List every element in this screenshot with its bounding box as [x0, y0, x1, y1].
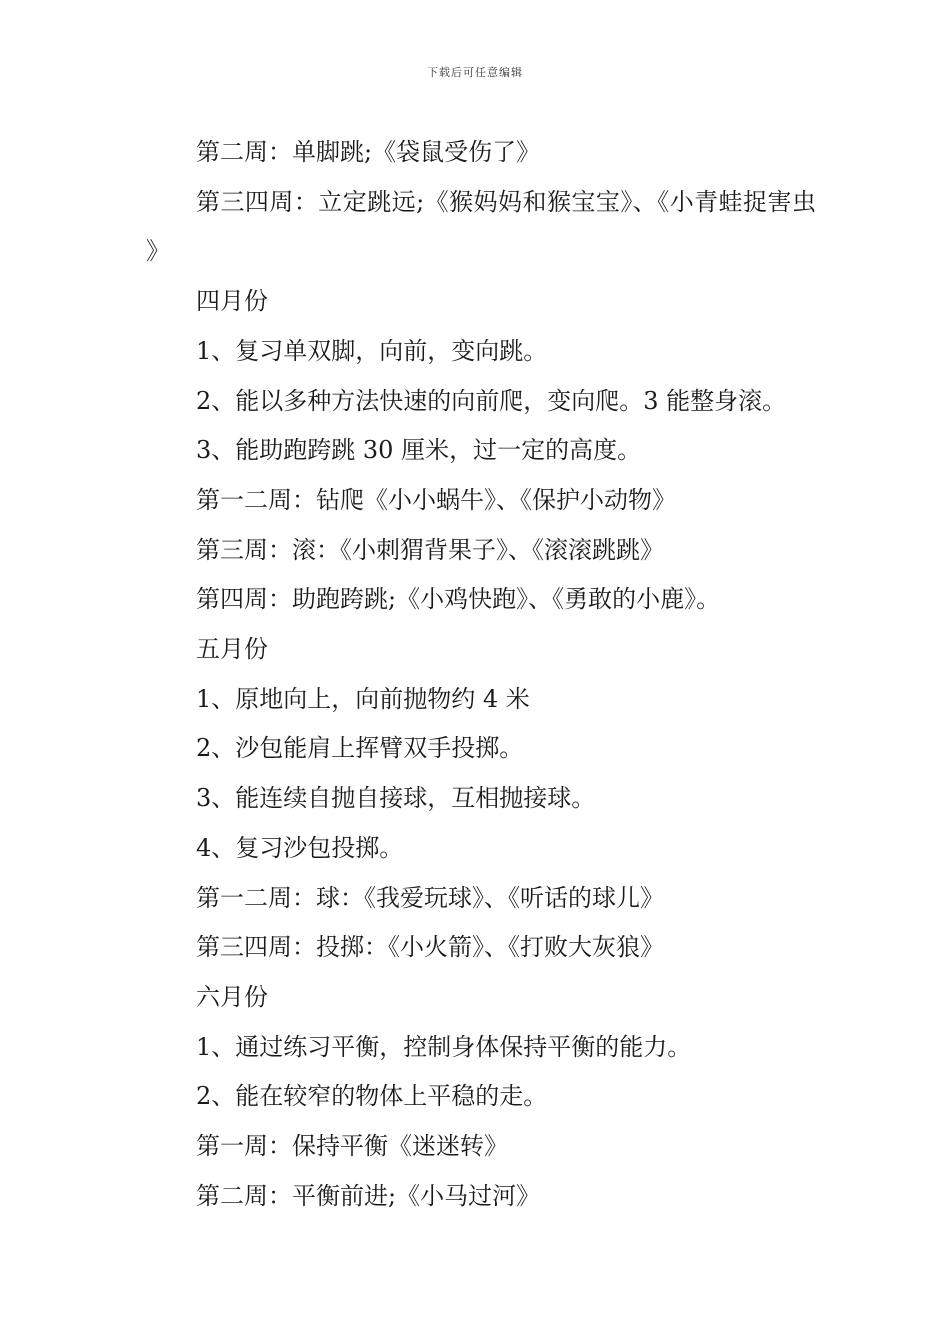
text-line-april-week4: 第四周：助跑跨跳;《小鸡快跑》、《勇敢的小鹿》。 [196, 585, 721, 614]
list-item-april-1: 1、复习单双脚，向前，变向跳。 [196, 336, 548, 365]
list-item-may-3: 3、能连续自抛自接球，互相抛接球。 [196, 784, 596, 813]
document-body [146, 128, 816, 1221]
list-item-may-1: 1、原地向上，向前抛物约 4 米 [196, 684, 530, 713]
text-line-june-week2: 第二周：平衡前进;《小马过河》 [196, 1181, 541, 1210]
list-item-may-4: 4、复习沙包投掷。 [196, 833, 404, 862]
text-line-may-week3-4: 第三四周：投掷：《小火箭》、《打败大灰狼》 [196, 933, 664, 962]
text-line-week3-4-standing-long-jump: 第三四周：立定跳远;《猴妈妈和猴宝宝》、《小青蛙捉害虫 》 [146, 187, 816, 266]
page-header-note: 下载后可任意编辑 [427, 66, 523, 79]
text-line-june-week1: 第一周：保持平衡《迷迷转》 [196, 1132, 508, 1161]
list-item-april-3: 3、能助跑跨跳 30 厘米，过一定的高度。 [196, 436, 642, 465]
text-line-may-week1-2: 第一二周：球：《我爱玩球》、《听话的球儿》 [196, 883, 664, 912]
list-item-june-2: 2、能在较窄的物体上平稳的走。 [196, 1082, 548, 1111]
list-item-june-1: 1、通过练习平衡，控制身体保持平衡的能力。 [196, 1032, 692, 1061]
text-line-april-week1-2: 第一二周：钻爬《小小蜗牛》、《保护小动物》 [196, 485, 676, 514]
section-heading-june: 六月份 [196, 982, 268, 1011]
text-line-april-week3: 第三周：滚：《小刺猬背果子》、《滚滚跳跳》 [196, 535, 664, 564]
list-item-april-2: 2、能以多种方法快速的向前爬，变向爬。3 能整身滚。 [196, 386, 787, 415]
section-heading-may: 五月份 [196, 635, 268, 664]
text-line-week2-single-foot-jump: 第二周：单脚跳;《袋鼠受伤了》 [196, 138, 541, 166]
list-item-may-2: 2、沙包能肩上挥臂双手投掷。 [196, 734, 524, 763]
section-heading-april: 四月份 [196, 287, 268, 316]
